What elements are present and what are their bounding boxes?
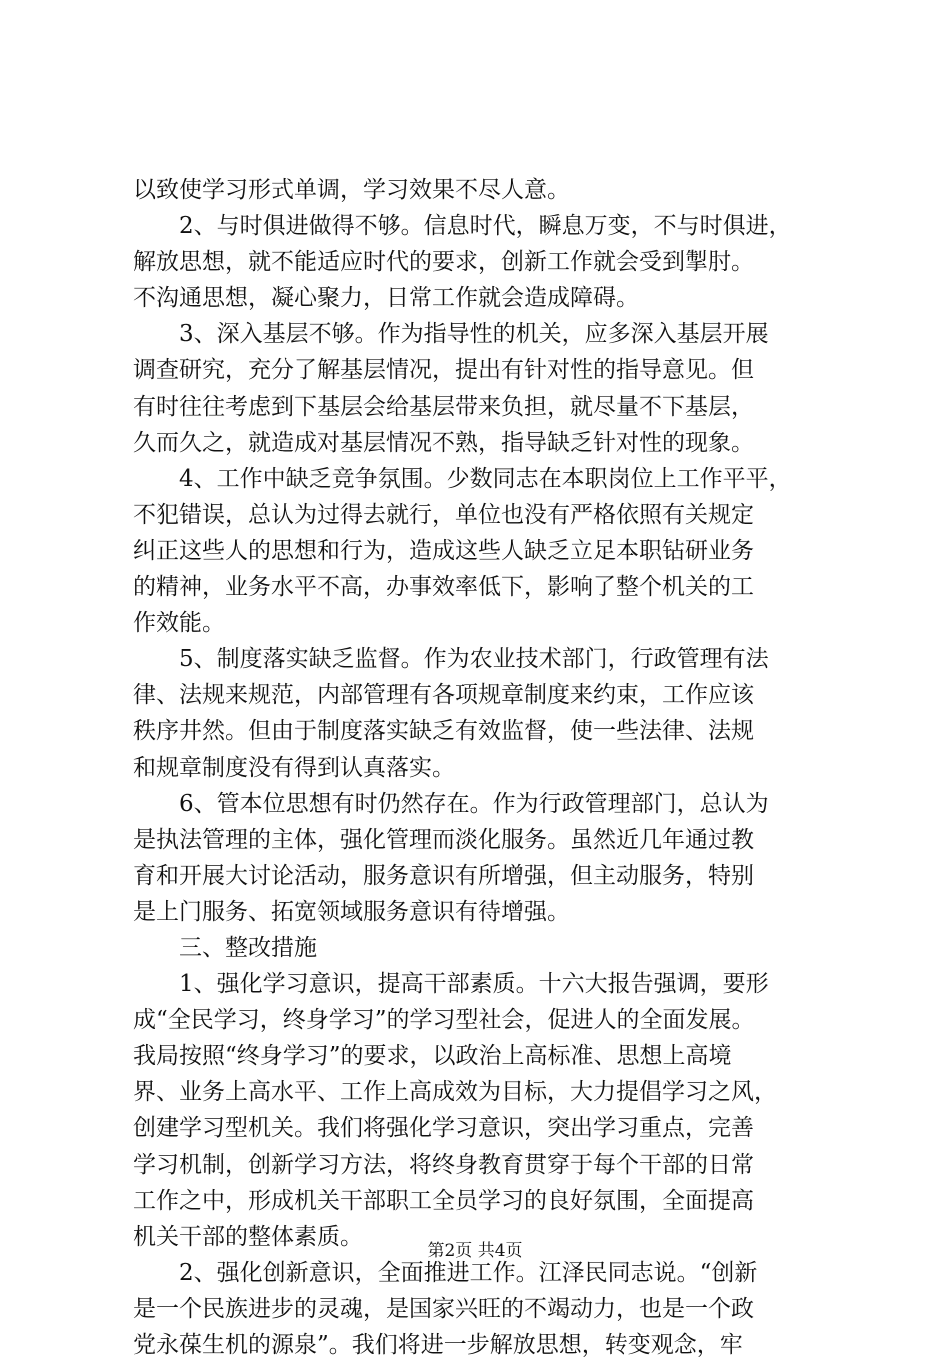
- text-line: 界、业务上高水平、工作上高成效为目标，大力提倡学习之风，: [133, 1079, 777, 1106]
- text-line: 学习机制，创新学习方法，将终身教育贯穿于每个干部的日常: [133, 1151, 754, 1178]
- text-line: 解放思想，就不能适应时代的要求，创新工作就会受到掣肘。: [133, 249, 754, 276]
- text-line: 有时往往考虑到下基层会给基层带来负担，就尽量不下基层，: [133, 393, 754, 420]
- text-line: 育和开展大讨论活动，服务意识有所增强，但主动服务，特别: [133, 862, 754, 889]
- text-line: 不沟通思想，凝心聚力，日常工作就会造成障碍。: [133, 285, 639, 312]
- text-line: 1、强化学习意识，提高干部素质。十六大报告强调，要形: [179, 971, 769, 998]
- text-line: 律、法规来规范，内部管理有各项规章制度来约束，工作应该: [133, 682, 754, 709]
- text-line: 4、工作中缺乏竞争氛围。少数同志在本职岗位上工作平平，: [179, 465, 792, 492]
- text-line: 不犯错误，总认为过得去就行，单位也没有严格依照有关规定: [133, 501, 754, 528]
- text-line: 2、与时俱进做得不够。信息时代，瞬息万变，不与时俱进，: [179, 213, 792, 240]
- text-line: 作效能。: [133, 610, 225, 637]
- text-line: 机关干部的整体素质。: [133, 1223, 363, 1250]
- text-line: 党永葆生机的源泉”。我们将进一步解放思想，转变观念，牢: [133, 1332, 743, 1358]
- text-line: 久而久之，就造成对基层情况不熟，指导缺乏针对性的现象。: [133, 429, 754, 456]
- text-line: 创建学习型机关。我们将强化学习意识，突出学习重点，完善: [133, 1115, 754, 1142]
- text-line: 以致使学习形式单调，学习效果不尽人意。: [133, 177, 570, 203]
- text-line: 2、强化创新意识，全面推进工作。江泽民同志说。“创新: [179, 1259, 758, 1286]
- text-line: 和规章制度没有得到认真落实。: [133, 754, 455, 781]
- text-line: 成“全民学习，终身学习”的学习型社会，促进人的全面发展。: [133, 1007, 755, 1034]
- text-line: 是一个民族进步的灵魂，是国家兴旺的不竭动力，也是一个政: [133, 1295, 754, 1322]
- text-line: 纠正这些人的思想和行为，造成这些人缺乏立足本职钻研业务: [133, 537, 754, 564]
- text-line: 三、整改措施: [179, 934, 317, 961]
- text-line: 5、制度落实缺乏监督。作为农业技术部门，行政管理有法: [179, 646, 769, 673]
- text-line: 是执法管理的主体，强化管理而淡化服务。虽然近几年通过教: [133, 826, 754, 853]
- text-line: 的精神，业务水平不高，办事效率低下，影响了整个机关的工: [133, 574, 754, 601]
- text-line: 6、管本位思想有时仍然存在。作为行政管理部门，总认为: [179, 790, 769, 817]
- text-line: 3、深入基层不够。作为指导性的机关，应多深入基层开展: [179, 321, 769, 348]
- text-line: 调查研究，充分了解基层情况，提出有针对性的指导意见。但: [133, 357, 754, 384]
- page-footer: 第2页 共4页: [427, 1241, 523, 1261]
- document-body: [133, 172, 833, 1363]
- text-line: 工作之中，形成机关干部职工全员学习的良好氛围，全面提高: [133, 1187, 754, 1214]
- text-line: 是上门服务、拓宽领域服务意识有待增强。: [133, 898, 570, 925]
- text-line: 秩序井然。但由于制度落实缺乏有效监督，使一些法律、法规: [133, 718, 754, 745]
- text-line: 我局按照“终身学习”的要求，以政治上高标准、思想上高境: [133, 1043, 732, 1070]
